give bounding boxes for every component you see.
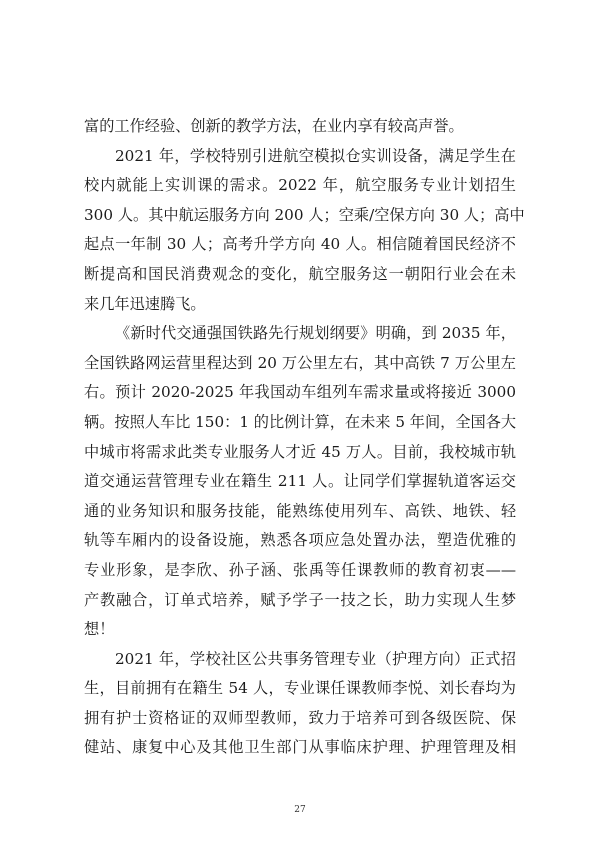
paragraph-2 — [84, 142, 525, 320]
text-line: 右。预计 2020-2025 年我国动车组列车需求量或将接近 3000 — [84, 383, 516, 402]
text-line: 校内就能上实训课的需求。2022 年，航空服务专业计划招生 — [84, 176, 516, 195]
paragraph-3 — [84, 319, 516, 645]
text-line: 通的业务知识和服务技能，能熟练使用列车、高铁、地铁、轻 — [84, 501, 516, 520]
text-line: 道交通运营管理专业在籍生 211 人。让同学们掌握轨道客运交 — [84, 472, 516, 491]
text-line: 拥有护士资格证的双师型教师，致力于培养可到各级医院、保 — [84, 708, 516, 727]
text-line: 辆。按照人车比 150：1 的比例计算，在未来 5 年间，全国各大 — [84, 412, 517, 431]
text-line: 来几年迅速腾飞。 — [84, 294, 206, 313]
text-line: 起点一年制 30 人；高考升学方向 40 人。相信随着国民经济不 — [84, 235, 516, 254]
text-line: 轨等车厢内的设备设施，熟悉各项应急处置办法，塑造优雅的 — [84, 531, 516, 550]
text-line: 全国铁路网运营里程达到 20 万公里左右，其中高铁 7 万公里左 — [84, 353, 516, 372]
text-line: 2021 年，学校特别引进航空模拟仓实训设备，满足学生在 — [115, 146, 516, 165]
paragraph-4 — [84, 645, 516, 763]
paragraph-1 — [84, 112, 516, 142]
text-line: 断提高和国民消费观念的变化，航空服务这一朝阳行业会在未 — [84, 264, 516, 283]
text-line: 300 人。其中航运服务方向 200 人；空乘/空保方向 30 人；高中 — [84, 205, 525, 224]
text-line: 中城市将需求此类专业服务人才近 45 万人。目前，我校城市轨 — [84, 442, 516, 461]
text-line: 《新时代交通强国铁路先行规划纲要》明确，到 2035 年， — [115, 324, 516, 343]
text-line: 想！ — [84, 620, 115, 639]
text-line: 产教融合，订单式培养，赋予学子一技之长，助力实现人生梦 — [84, 590, 516, 609]
page-number: 27 — [294, 805, 306, 815]
text-line: 健站、康复中心及其他卫生部门从事临床护理、护理管理及相 — [84, 738, 516, 757]
text-line: 专业形象，是李欣、孙子涵、张禹等任课教师的教育初衷—— — [84, 560, 516, 579]
text-line: 2021 年，学校社区公共事务管理专业（护理方向）正式招 — [115, 649, 516, 668]
text-line: 生，目前拥有在籍生 54 人，专业课任课教师李悦、刘长春均为 — [84, 679, 516, 698]
body-text — [84, 112, 525, 763]
text-line: 富的工作经验、创新的教学方法，在业内享有较高声誉。 — [84, 117, 464, 135]
